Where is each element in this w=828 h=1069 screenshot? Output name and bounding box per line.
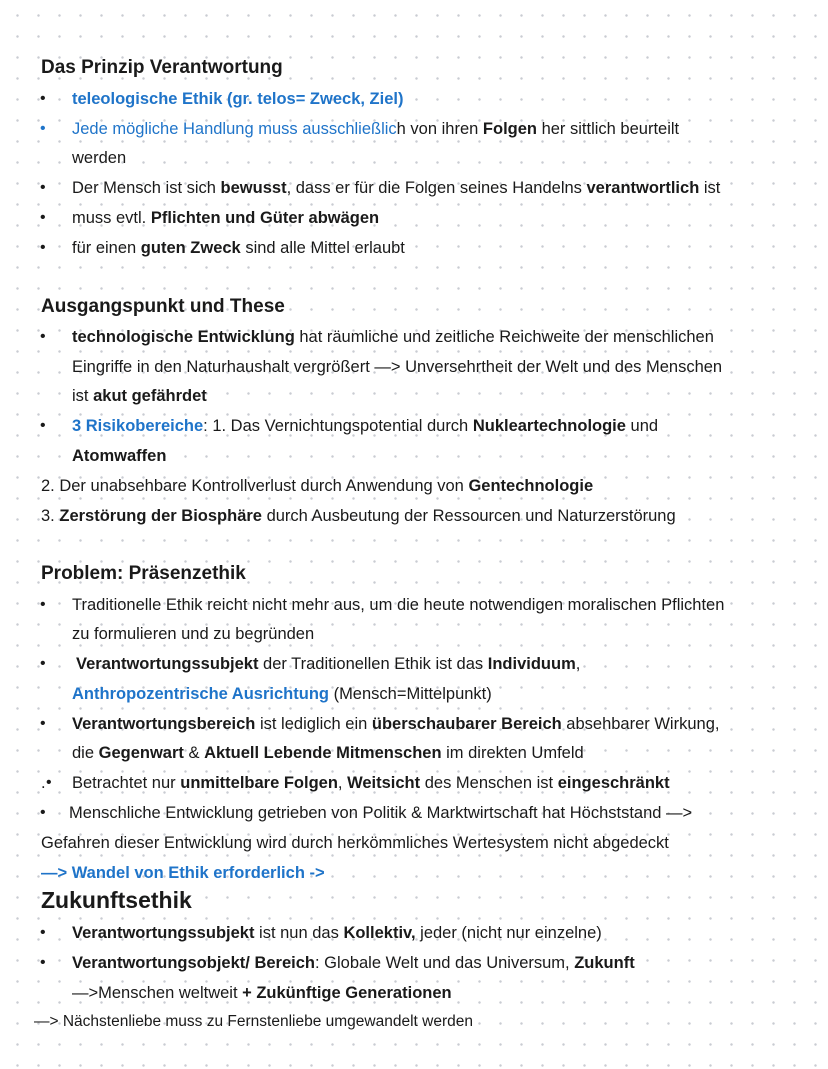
list-item-continuation: Eingriffe in den Naturhaushalt vergrößert —> Unversehrtheit der Welt und des Menschen xyxy=(72,358,723,376)
heading-problem-praesenzethik: Problem: Präsenzethik xyxy=(41,563,246,584)
list-item: Der Mensch ist sich bewusst, dass er für die Folgen seines Handelns verantwortlich ist xyxy=(72,179,721,197)
list-item: technologische Entwicklung hat räumliche und zeitliche Reichweite der menschlichen xyxy=(72,328,714,346)
conclusion-arrow: —> Wandel von Ethik erforderlich -> xyxy=(41,864,325,882)
list-item: Menschliche Entwicklung getrieben von Politik & Marktwirtschaft hat Höchststand —> xyxy=(69,804,693,822)
list-item: Verantwortungsbereich ist lediglich ein überschaubarer Bereich absehbarer Wirkung, xyxy=(72,715,720,733)
bullet-icon: • xyxy=(40,209,46,226)
list-item-continuation: —>Menschen weltweit + Zukünftige Generationen xyxy=(72,984,452,1002)
bullet-icon: • xyxy=(40,90,46,107)
list-item: Verantwortungssubjekt ist nun das Kollektiv, jeder (nicht nur einzelne) xyxy=(72,924,602,942)
list-item: muss evtl. Pflichten und Güter abwägen xyxy=(72,209,380,227)
list-item: Verantwortungsobjekt/ Bereich: Globale Welt und das Universum, Zukunft xyxy=(72,954,635,972)
heading-prinzip-verantwortung: Das Prinzip Verantwortung xyxy=(41,57,283,78)
bullet-icon: • xyxy=(40,596,46,613)
list-item-continuation: werden xyxy=(72,149,127,167)
bullet-icon: • xyxy=(40,239,46,256)
bullet-icon: • xyxy=(40,715,46,732)
bullet-icon: • xyxy=(40,120,46,137)
list-item-continuation: Atomwaffen xyxy=(72,447,167,465)
stray-dot: . xyxy=(41,774,46,792)
list-item: Betrachtet nur unmittelbare Folgen, Weitsicht des Menschen ist eingeschränkt xyxy=(72,774,670,792)
bullet-icon: • xyxy=(40,179,46,196)
bullet-icon: • xyxy=(40,328,46,345)
list-item: teleologische Ethik (gr. telos= Zweck, Ziel) xyxy=(72,90,404,108)
list-item: Verantwortungssubjekt der Traditionellen Ethik ist das Individuum, xyxy=(76,655,581,673)
list-item: Traditionelle Ethik reicht nicht mehr aus, um die heute notwendigen moralischen Pflichten xyxy=(72,596,725,614)
list-item-continuation: Anthropozentrische Ausrichtung (Mensch=Mittelpunkt) xyxy=(72,685,492,703)
list-item-continuation: ist akut gefährdet xyxy=(72,387,207,405)
list-item-continuation: die Gegenwart & Aktuell Lebende Mitmenschen im direkten Umfeld xyxy=(72,744,584,762)
list-item: 3 Risikobereiche: 1. Das Vernichtungspotential durch Nukleartechnologie und xyxy=(72,417,659,435)
bullet-icon: • xyxy=(40,954,46,971)
list-item-continuation: Gefahren dieser Entwicklung wird durch herkömmliches Wertesystem nicht abgedeckt xyxy=(41,834,669,852)
final-note: —> Nächstenliebe muss zu Fernstenliebe umgewandelt werden xyxy=(34,1013,473,1030)
bullet-icon: • xyxy=(40,655,46,672)
heading-ausgangspunkt: Ausgangspunkt und These xyxy=(41,296,285,317)
bullet-icon: • xyxy=(46,774,52,791)
heading-zukunftsethik: Zukunftsethik xyxy=(41,887,192,913)
numbered-item: 2. Der unabsehbare Kontrollverlust durch Anwendung von Gentechnologie xyxy=(41,477,594,495)
bullet-icon: • xyxy=(40,924,46,941)
numbered-item: 3. Zerstörung der Biosphäre durch Ausbeutung der Ressourcen und Naturzerstörung xyxy=(41,507,676,525)
bullet-icon: • xyxy=(40,417,46,434)
list-item: Jede mögliche Handlung muss ausschließlich von ihren Folgen her sittlich beurteilt xyxy=(72,120,680,138)
list-item: für einen guten Zweck sind alle Mittel erlaubt xyxy=(72,239,405,257)
list-item-continuation: zu formulieren und zu begründen xyxy=(72,625,315,643)
bullet-icon: • xyxy=(40,804,46,821)
